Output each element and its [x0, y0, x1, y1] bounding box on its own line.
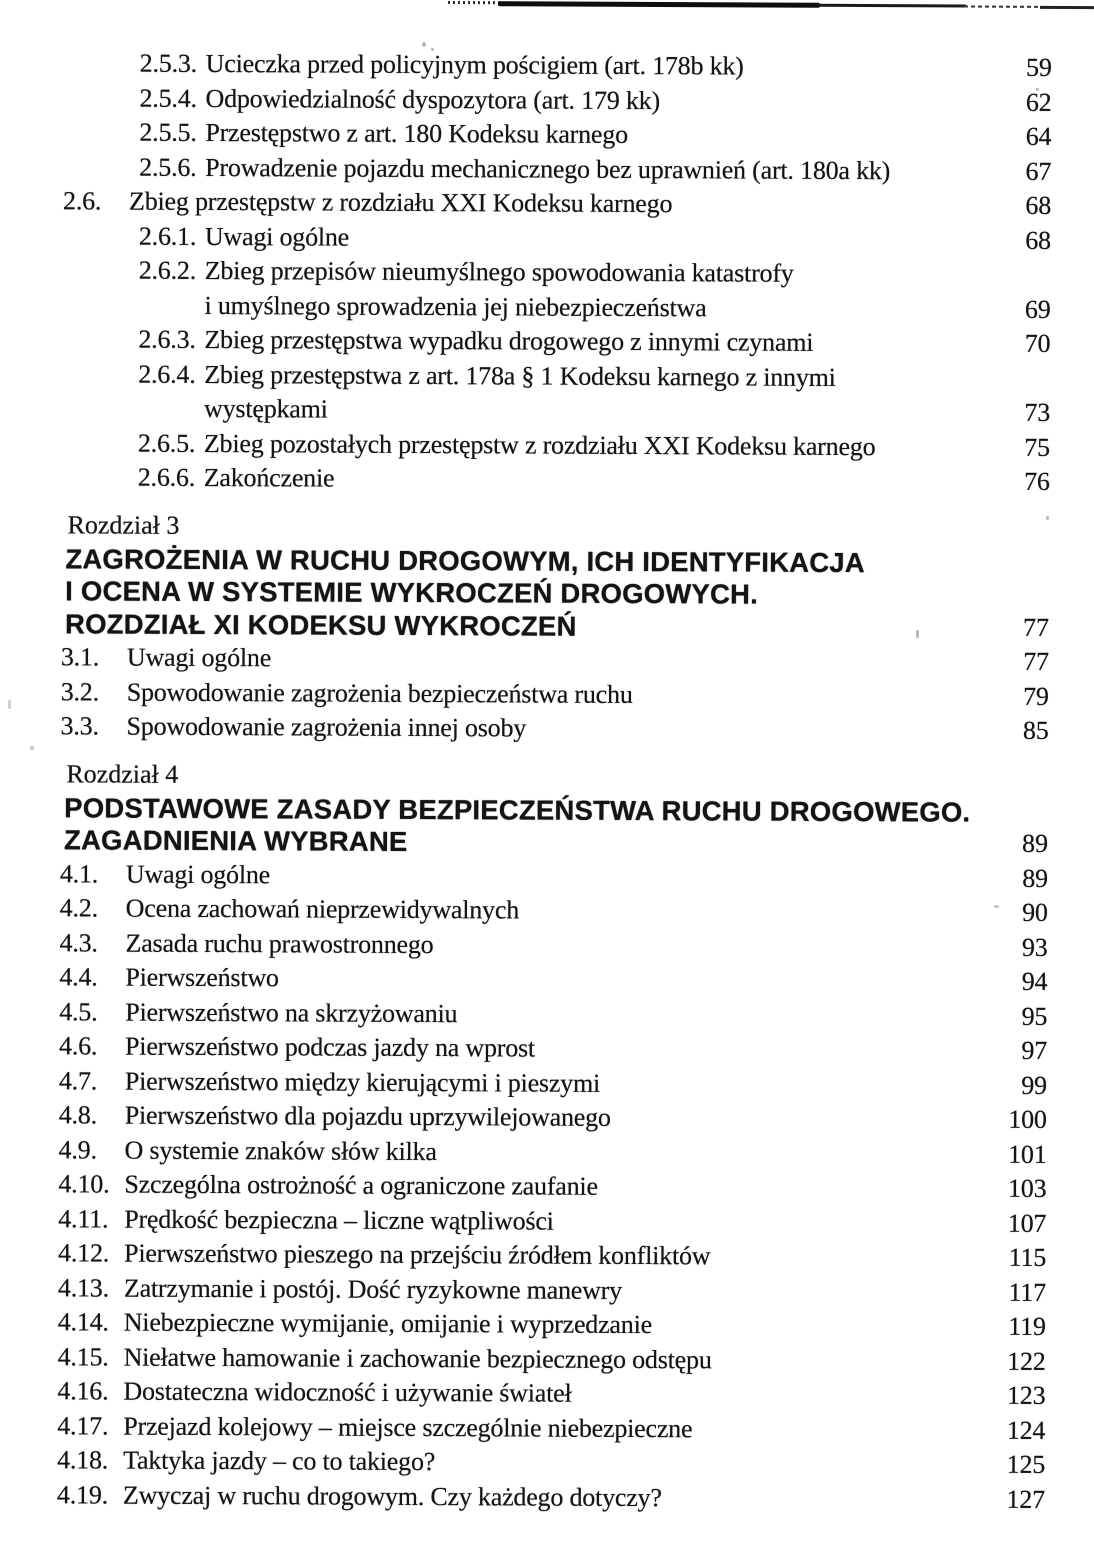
entry-title-line: Spowodowanie zagrożenia bezpieczeństwa ruchu	[126, 677, 633, 709]
entry-title	[125, 1099, 975, 1138]
entry-number: 2.6.5.	[137, 428, 196, 458]
entry-title-line: Zakończenie	[203, 462, 335, 493]
entry-title-line: Uwagi ogólne	[125, 859, 271, 889]
entry-page-number: 117	[1008, 1277, 1046, 1307]
entry-title	[125, 1030, 975, 1069]
toc-entry	[0, 218, 1051, 257]
entry-number: 4.12.	[58, 1238, 110, 1268]
toc-entry	[0, 1408, 1045, 1447]
toc-entry	[0, 425, 1050, 464]
toc-entry	[0, 184, 1051, 223]
entry-title	[126, 892, 976, 931]
entry-title	[127, 641, 977, 680]
toc-entry	[0, 674, 1049, 713]
entry-title-line: Zasada ruchu prawostronnego	[125, 928, 434, 959]
entry-number: 2.5.4.	[139, 83, 197, 113]
entry-title-line: Uwagi ogólne	[126, 642, 272, 673]
entry-title	[204, 254, 978, 327]
chapter-label: Rozdział 4	[66, 758, 179, 789]
entry-title	[124, 1202, 974, 1241]
toc-entry	[0, 322, 1050, 361]
toc-entry	[0, 1029, 1047, 1068]
entry-title-line: Zwyczaj w ruchu drogowym. Czy każdego dotyczy?	[122, 1480, 662, 1512]
entry-number: 3.1.	[60, 642, 100, 672]
entry-page-number: 100	[1008, 1104, 1047, 1134]
entry-number: 4.9.	[58, 1134, 97, 1164]
entry-title-line: Uwagi ogólne	[204, 221, 350, 252]
entry-number: 2.6.6.	[137, 462, 196, 492]
entry-title-line: Ocena zachowań nieprzewidywalnych	[125, 893, 520, 925]
entry-page-number: 68	[1025, 190, 1052, 220]
chapter-block	[0, 506, 1050, 644]
toc-entry	[0, 960, 1047, 999]
entry-title-line: Szczególna ostrożność a ograniczone zaufanie	[124, 1169, 598, 1201]
toc-entry	[0, 115, 1051, 154]
entry-number: 2.5.5.	[139, 117, 197, 147]
entry-title-line: Pierwszeństwo między kierującymi i pieszymi	[124, 1066, 601, 1098]
entry-page-number: 77	[1023, 646, 1049, 676]
entry-title-line: Przejazd kolejowy – miejsce szczególnie niebezpieczne	[123, 1411, 693, 1443]
entry-title	[204, 357, 978, 430]
entry-title-line: Pierwszeństwo podczas jazdy na wprost	[125, 1031, 536, 1063]
entry-number: 4.19.	[56, 1479, 109, 1510]
toc-entry	[0, 253, 1051, 327]
entry-title-line: Przestępstwo z art. 180 Kodeksu karnego	[205, 117, 628, 149]
chapter-label: Rozdział 3	[67, 509, 180, 540]
entry-page-number: 69	[1024, 294, 1051, 324]
entry-title	[124, 1340, 974, 1379]
chapter-page-number: 89	[1021, 828, 1049, 858]
entry-page-number: 95	[1021, 1001, 1048, 1031]
chapter-heading	[0, 506, 978, 644]
entry-title-line: Ucieczka przed policyjnym pościgiem (art. 178b kk)	[205, 48, 744, 81]
toc-entry	[0, 1374, 1046, 1413]
entry-title-line: Zatrzymanie i postój. Dość ryzykowne manewry	[123, 1273, 623, 1305]
entry-title	[204, 426, 978, 464]
entry-number: 4.11.	[58, 1203, 109, 1234]
entry-title	[124, 1306, 974, 1345]
entry-title	[125, 995, 975, 1034]
entry-title-line: Zbieg pozostałych przestępstw z rozdziału XXI Kodeksu karnego	[203, 428, 876, 461]
entry-number: 4.13.	[57, 1272, 110, 1303]
entry-page-number: 68	[1025, 225, 1051, 255]
entry-page-number: 62	[1025, 87, 1052, 117]
entry-page-number: 127	[1006, 1484, 1046, 1514]
entry-title	[129, 185, 979, 224]
entry-title	[123, 1375, 973, 1414]
toc-entry	[0, 994, 1047, 1033]
entry-title	[204, 323, 978, 361]
chapter-heading-line: I OCENA W SYSTEMIE WYKROCZEŃ DROGOWYCH.	[65, 575, 759, 610]
entry-page-number: 99	[1021, 1070, 1047, 1100]
entry-title-line: Taktyka jazdy – co to takiego?	[123, 1445, 436, 1477]
entry-page-number: 90	[1022, 897, 1048, 927]
entry-title-line: Zbieg przestępstwa z art. 178a § 1 Kodeksu karnego z innymi	[204, 359, 836, 392]
entry-number: 4.14.	[57, 1307, 109, 1337]
entry-title-line: Niełatwe hamowanie i zachowanie bezpiecznego odstępu	[123, 1342, 712, 1374]
entry-page-number: 79	[1023, 681, 1049, 711]
entry-number: 4.5.	[59, 996, 98, 1026]
entry-number: 4.15.	[57, 1341, 109, 1372]
toc-entry	[0, 1443, 1045, 1482]
entry-title	[205, 219, 979, 257]
entry-page-number: 73	[1024, 397, 1051, 427]
entry-title	[205, 116, 979, 154]
entry-title	[127, 675, 977, 714]
entry-title	[123, 1478, 973, 1517]
entry-number: 2.6.2.	[138, 255, 197, 285]
entry-number: 2.6.4.	[138, 359, 196, 389]
entry-title-line: Prędkość bezpieczna – liczne wątpliwości	[124, 1204, 554, 1236]
chapter-heading-line: ROZDZIAŁ XI KODEKSU WYKROCZEŃ	[64, 607, 577, 642]
entry-title	[205, 150, 979, 188]
entry-title	[123, 1409, 973, 1448]
entry-title-line: O systemie znaków słów kilka	[124, 1135, 437, 1166]
entry-title-line: Pierwszeństwo na skrzyżowaniu	[125, 997, 458, 1028]
entry-title-line: Dostateczna widoczność i używanie świateł	[123, 1376, 572, 1408]
entry-title-line: Odpowiedzialność dyspozytora (art. 179 kk)	[205, 83, 661, 115]
toc-entry	[0, 80, 1052, 119]
entry-page-number: 67	[1025, 156, 1052, 186]
entry-title	[124, 1271, 974, 1310]
toc-entry	[0, 460, 1050, 499]
entry-title	[125, 926, 975, 965]
entry-number: 4.17.	[57, 1410, 109, 1441]
entry-title-line: Zbieg przestępstwa wypadku drogowego z innymi czynami	[204, 324, 814, 357]
toc-entry	[0, 1098, 1047, 1137]
entry-page-number: 85	[1022, 715, 1049, 745]
entry-page-number: 125	[1006, 1449, 1046, 1479]
toc-entry	[0, 891, 1048, 930]
entry-page-number: 76	[1024, 466, 1050, 496]
entry-number: 2.5.3.	[139, 48, 198, 78]
entry-title-line: Pierwszeństwo	[125, 962, 279, 993]
entry-title-line: Niebezpieczne wymijanie, omijanie i wyprzedzanie	[123, 1307, 653, 1340]
chapter-heading	[0, 755, 976, 861]
entry-number: 2.5.6.	[139, 152, 197, 182]
entry-number: 4.4.	[59, 962, 98, 992]
toc-entry	[0, 46, 1052, 85]
toc-entry	[0, 925, 1048, 964]
toc-entry	[0, 1236, 1046, 1275]
entry-page-number: 119	[1008, 1311, 1046, 1341]
entry-title-line: i umyślnego sprowadzenia jej niebezpieczeństwa	[204, 290, 707, 322]
entry-number: 2.6.	[62, 186, 102, 216]
entry-title	[204, 461, 978, 499]
entry-page-number: 94	[1021, 966, 1048, 996]
entry-title	[124, 1168, 974, 1207]
entry-title	[125, 961, 975, 1000]
entry-title-line: Zbieg przepisów nieumyślnego spowodowania katastrofy	[204, 255, 794, 288]
entry-page-number: 123	[1006, 1380, 1046, 1410]
entry-number: 4.6.	[59, 1031, 98, 1061]
entry-number: 4.18.	[57, 1445, 109, 1475]
entry-number: 2.6.1.	[138, 221, 197, 251]
chapter-heading-line: PODSTAWOWE ZASADY BEZPIECZEŃSTWA RUCHU DROGOWEGO.	[64, 791, 971, 828]
entry-number: 4.8.	[58, 1100, 98, 1130]
toc-entry	[0, 1201, 1046, 1240]
entry-page-number: 59	[1026, 52, 1052, 82]
toc-entry	[0, 1063, 1047, 1102]
entry-page-number: 107	[1007, 1208, 1047, 1238]
entry-title	[124, 1237, 974, 1276]
toc-entry	[0, 856, 1048, 895]
entry-number: 4.2.	[59, 893, 98, 923]
entry-title	[123, 1444, 973, 1483]
toc-entry	[0, 1270, 1046, 1309]
entry-number: 4.1.	[59, 858, 99, 888]
entry-page-number: 93	[1021, 932, 1048, 962]
toc-entry	[0, 1305, 1046, 1344]
entry-title-line: Spowodowanie zagrożenia innej osoby	[126, 711, 527, 743]
entry-number: 3.2.	[60, 676, 100, 706]
entry-page-number: 101	[1008, 1139, 1047, 1169]
entry-title-line: Pierwszeństwo dla pojazdu uprzywilejowanego	[124, 1100, 611, 1132]
entry-number: 4.16.	[57, 1376, 109, 1406]
entry-page-number: 75	[1024, 432, 1050, 462]
entry-title	[126, 857, 976, 896]
toc-entry	[0, 1132, 1047, 1171]
chapter-block	[0, 755, 1048, 861]
entry-title-line: Prowadzenie pojazdu mechanicznego bez uprawnień (art. 180a kk)	[205, 152, 891, 185]
toc-entry	[0, 149, 1051, 188]
entry-title	[125, 1064, 975, 1103]
entry-page-number: 70	[1024, 328, 1051, 358]
entry-page-number: 64	[1025, 121, 1052, 151]
chapter-page-number: 77	[1022, 612, 1050, 642]
toc-entry	[0, 709, 1049, 748]
entry-number: 4.10.	[58, 1169, 110, 1199]
entry-number: 4.3.	[59, 927, 98, 957]
toc-entry	[0, 356, 1050, 430]
toc-entry	[0, 1339, 1046, 1378]
entry-title	[206, 47, 980, 85]
entry-number: 2.6.3.	[138, 324, 196, 354]
entry-title-line: Zbieg przestępstw z rozdziału XXI Kodeksu karnego	[128, 186, 673, 219]
entry-title	[126, 710, 976, 749]
entry-number: 4.7.	[58, 1065, 98, 1095]
entry-page-number: 97	[1021, 1035, 1048, 1065]
entry-title	[205, 81, 979, 119]
entry-title-line: występkami	[204, 393, 328, 424]
entry-page-number: 115	[1008, 1242, 1047, 1272]
toc-entry	[0, 1167, 1046, 1206]
toc-entry	[0, 640, 1049, 679]
entry-page-number: 122	[1007, 1346, 1046, 1376]
entry-page-number: 124	[1006, 1415, 1046, 1445]
entry-page-number: 103	[1007, 1173, 1047, 1203]
entry-number: 3.3.	[60, 711, 99, 741]
entry-title	[124, 1133, 974, 1172]
entry-page-number: 89	[1022, 863, 1048, 893]
toc-entry	[0, 1477, 1045, 1516]
entry-title-line: Pierwszeństwo pieszego na przejściu źródłem konfliktów	[124, 1238, 711, 1271]
chapter-heading-line: ZAGADNIENIA WYBRANE	[63, 824, 408, 857]
chapter-heading-line: ZAGROŻENIA W RUCHU DROGOWYM, ICH IDENTYFIKACJA	[65, 542, 865, 578]
